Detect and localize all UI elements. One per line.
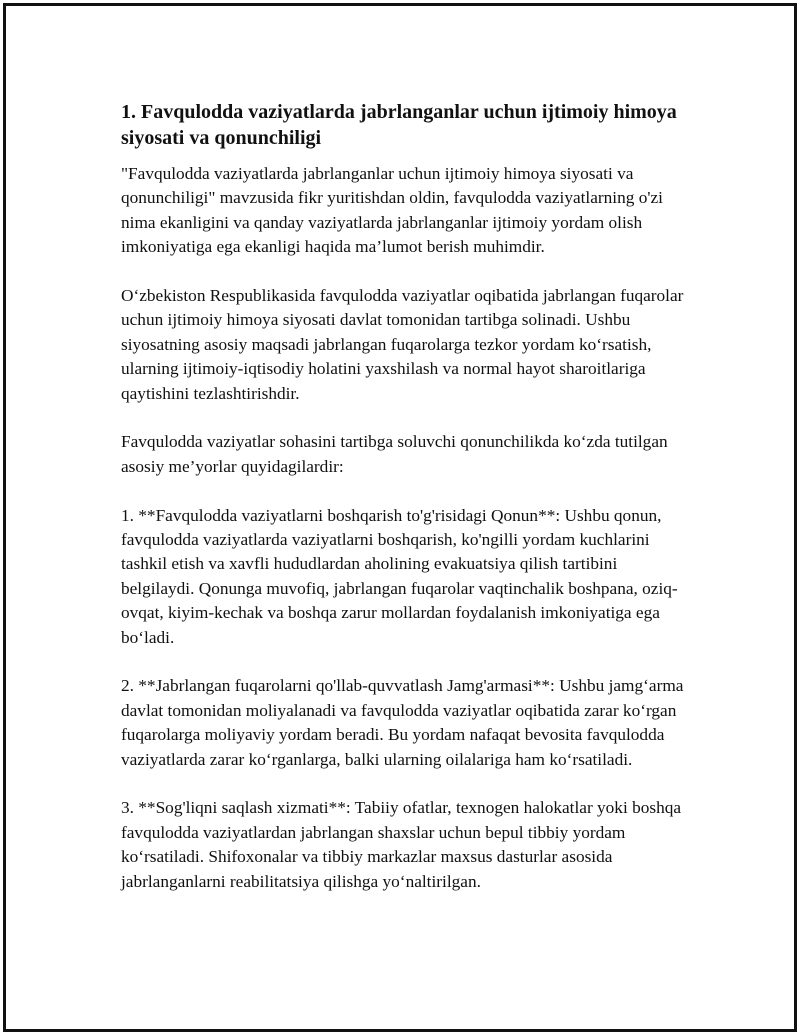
page-frame: [3, 3, 797, 1032]
paragraph-norms-intro: Favqulodda vaziyatlar sohasini tartibga soluvchi qonunchilikda ko‘zda tutilgan asosiy me’yorlar quyidagilardir:: [121, 432, 668, 476]
paragraph-item-2: 2. **Jabrlangan fuqarolarni qo'llab-quvvatlash Jamg'armasi**: Ushbu jamg‘arma davlat tomonidan moliyalanadi va favqulodda vaziyatlar oqibatida zarar ko‘rgan fuqarolarga moliyaviy yordam beradi. Bu yordam nafaqat bevosita favqulodda vaziyatlarda zarar ko‘rganlarga, balki ularning oilalariga ham ko‘rsatiladi.: [121, 676, 684, 769]
document-body: [121, 99, 691, 919]
document-title: 1. Favqulodda vaziyatlarda jabrlanganlar uchun ijtimoiy himoya siyosati va qonunchiligi: [121, 101, 677, 149]
paragraph-policy: O‘zbekiston Respublikasida favqulodda vaziyatlar oqibatida jabrlangan fuqarolar uchun ijtimoiy himoya siyosati davlat tomonidan tartibga solinadi. Ushbu siyosatning asosiy maqsadi jabrlangan fuqarolarga tezkor yordam ko‘rsatish, ularning ijtimoiy-iqtisodiy holatini yaxshilash va normal hayot sharoitlariga qaytishini tezlashtirishdir.: [121, 286, 684, 403]
paragraph-item-1: 1. **Favqulodda vaziyatlarni boshqarish to'g'risidagi Qonun**: Ushbu qonun, favqulodda vaziyatlarda vaziyatlarni boshqarish, ko'ngilli yordam kuchlarini tashkil etish va xavfli hududlardan aholining evakuatsiya qilish tartibini belgilaydi. Qonunga muvofiq, jabrlangan fuqarolar vaqtinchalik boshpana, oziq-ovqat, kiyim-kechak va boshqa zarur mollardan foydalanish imkoniyatiga ega bo‘ladi.: [121, 505, 678, 647]
paragraph-intro: "Favqulodda vaziyatlarda jabrlanganlar uchun ijtimoiy himoya siyosati va qonunchiligi" mavzusida fikr yuritishdan oldin, favqulodda vaziyatlarning o'zi nima ekanligini va qanday vaziyatlarda jabrlanganlar ijtimoiy yordam olish imkoniyatiga ega ekanligi haqida ma’lumot berish muhimdir.: [121, 164, 663, 257]
paragraph-item-3: 3. **Sog'liqni saqlash xizmati**: Tabiiy ofatlar, texnogen halokatlar yoki boshqa favqulodda vaziyatlardan jabrlangan shaxslar uchun bepul tibbiy yordam ko‘rsatiladi. Shifoxonalar va tibbiy markazlar maxsus dasturlar asosida jabrlanganlarni reabilitatsiya qilishga yo‘naltirilgan.: [121, 798, 682, 891]
